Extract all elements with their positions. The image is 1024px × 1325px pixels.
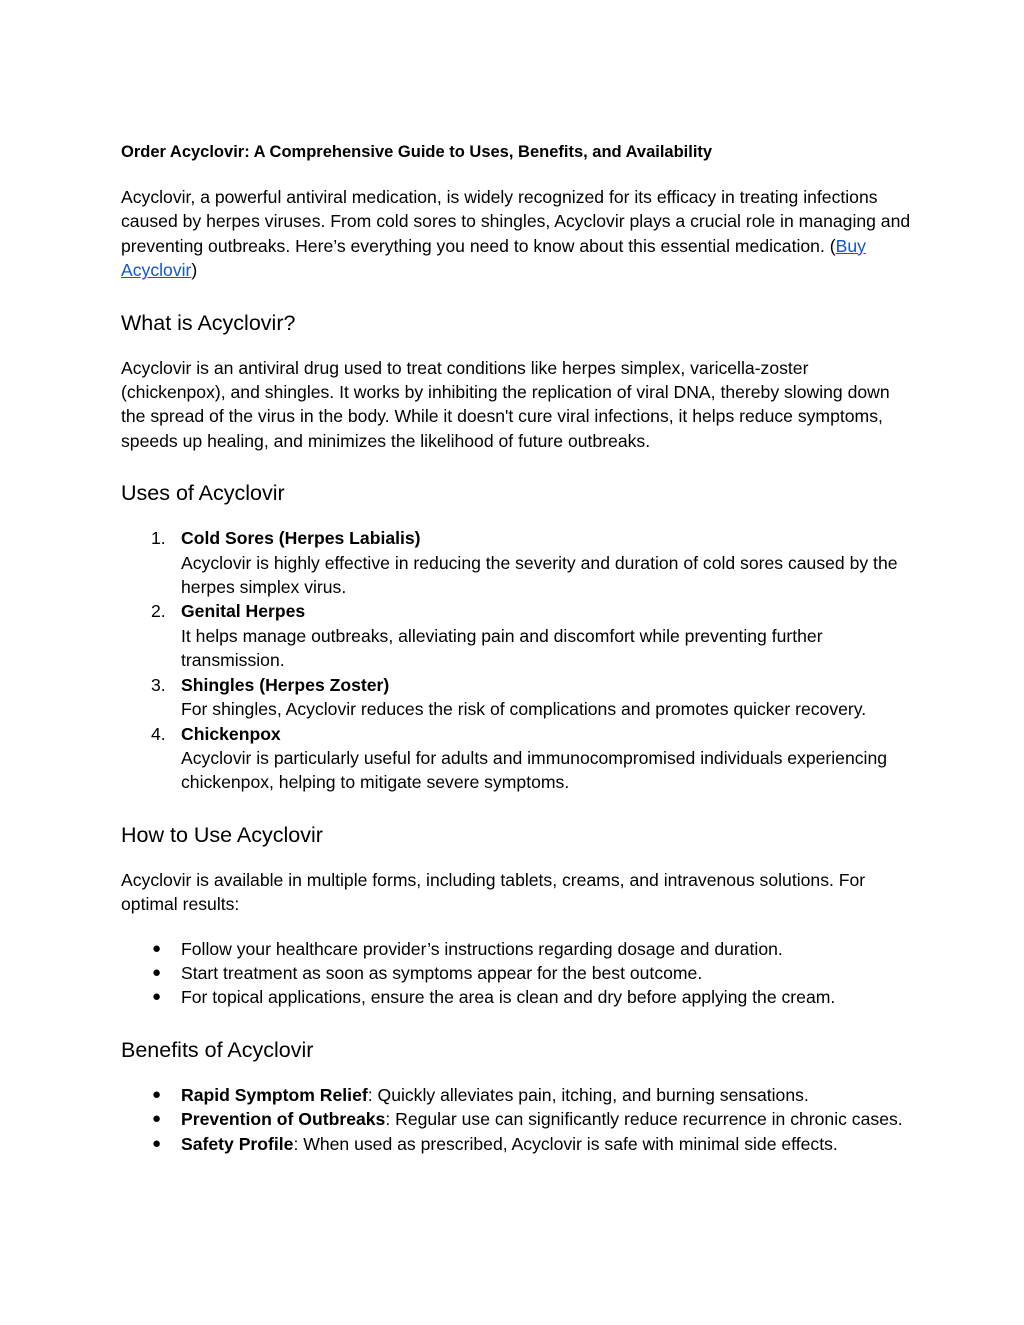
heading-how-to-use: How to Use Acyclovir [121,822,323,847]
how-to-use-paragraph: Acyclovir is available in multiple forms, including tablets, creams, and intravenous solutions. For optimal results: [121,869,866,915]
list-item-title: Chickenpox [181,723,281,744]
how-to-use-list [121,937,911,1010]
document-title: Order Acyclovir: A Comprehensive Guide to Uses, Benefits, and Availability [121,143,713,161]
heading-benefits: Benefits of Acyclovir [121,1037,314,1062]
list-item [121,1083,911,1107]
bullet-icon: ● [152,1085,162,1103]
list-number: 4. [151,723,166,744]
heading-what-is: What is Acyclovir? [121,310,296,335]
uses-list [121,526,911,794]
benefits-list [121,1083,911,1156]
list-item-title: Genital Herpes [181,601,306,622]
bullet-icon: ● [152,988,162,1006]
list-number: 1. [151,528,166,549]
intro-paragraph [121,185,911,283]
bullet-icon: ● [152,939,162,957]
list-item-description: Acyclovir is particularly useful for adults and immunocompromised individuals experiencing chickenpox, helping to mitigate severe symptoms. [181,747,888,793]
list-item [121,1132,911,1156]
list-item [121,673,911,722]
list-item [121,961,911,985]
bullet-icon: ● [152,963,162,981]
list-number: 2. [151,601,166,622]
bullet-icon: ● [152,1110,162,1128]
list-item [121,526,911,599]
list-item [121,937,911,961]
list-item-text: Follow your healthcare provider’s instructions regarding dosage and duration. [181,938,783,959]
list-item-text: For topical applications, ensure the area is clean and dry before applying the cream. [181,987,836,1008]
list-item-text: Start treatment as soon as symptoms appear for the best outcome. [181,962,703,983]
document-page [121,141,911,1156]
list-item-description: Acyclovir is highly effective in reducing the severity and duration of cold sores caused by the herpes simplex virus. [181,552,898,598]
benefit-text: : When used as prescribed, Acyclovir is safe with minimal side effects. [293,1133,838,1154]
buy-acyclovir-link[interactable]: Buy Acyclovir [121,235,866,281]
list-item-title: Shingles (Herpes Zoster) [181,674,390,695]
benefit-lead: Safety Profile [181,1133,294,1154]
list-item-title: Cold Sores (Herpes Labialis) [181,528,421,549]
heading-uses: Uses of Acyclovir [121,481,285,506]
list-item [121,722,911,795]
intro-after-link: ) [191,260,198,281]
what-is-paragraph: Acyclovir is an antiviral drug used to treat conditions like herpes simplex, varicella-zoster (chickenpox), and shingles. It works by inhibiting the replication of viral DNA, thereby slowing down the spread of the virus in the body. While it doesn't cure viral infections, it helps reduce symptoms, speeds up healing, and minimizes the likelihood of future outbreaks. [121,357,890,451]
bullet-icon: ● [152,1134,162,1152]
list-number: 3. [151,674,166,695]
benefit-lead: Prevention of Outbreaks [181,1109,386,1130]
list-item-description: For shingles, Acyclovir reduces the risk of complications and promotes quicker recovery. [181,699,867,720]
list-item [121,985,911,1009]
benefit-lead: Rapid Symptom Relief [181,1084,368,1105]
list-item-description: It helps manage outbreaks, alleviating pain and discomfort while preventing further transmission. [181,625,823,671]
benefit-text: : Quickly alleviates pain, itching, and burning sensations. [367,1084,809,1105]
list-item [121,1107,911,1131]
intro-text: Acyclovir, a powerful antiviral medication, is widely recognized for its efficacy in treating infections caused by herpes viruses. From cold sores to shingles, Acyclovir plays a crucial role in managing and preventing outbreaks. Here’s everything you need to know about this essential medication. ( [121,187,911,256]
benefit-text: : Regular use can significantly reduce recurrence in chronic cases. [385,1109,903,1130]
list-item [121,599,911,672]
